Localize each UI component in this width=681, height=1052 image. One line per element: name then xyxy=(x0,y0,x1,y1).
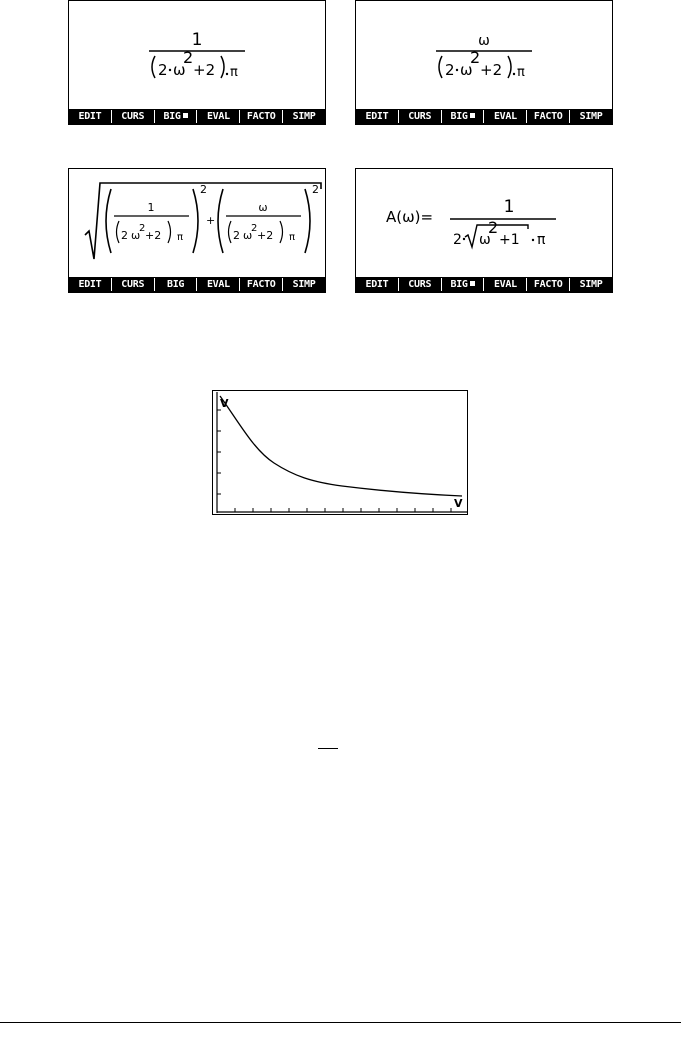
open-paren xyxy=(439,56,442,78)
open-small-paren xyxy=(229,221,232,243)
numerator: ω xyxy=(478,33,490,49)
softkey-big[interactable] xyxy=(155,278,198,291)
softkey-simp[interactable]: SIMP xyxy=(292,279,316,290)
two: 2 xyxy=(121,229,128,242)
softkey-curs[interactable]: CURS xyxy=(112,110,155,123)
den-pi: π xyxy=(230,65,238,80)
softkey-edit[interactable]: EDIT xyxy=(69,110,112,123)
softkey-bar xyxy=(356,109,612,124)
softkey-edit[interactable]: EDIT xyxy=(356,110,399,123)
open-big-paren xyxy=(218,189,223,253)
close-big-paren xyxy=(305,189,310,253)
softkey-big-label: BIG xyxy=(163,111,181,122)
den-pi: π xyxy=(537,232,546,248)
close-paren xyxy=(508,56,511,78)
den-exponent: 2 xyxy=(183,48,194,67)
softkey-big-label: BIG xyxy=(450,279,468,290)
pi: π xyxy=(289,232,296,243)
open-small-paren xyxy=(117,221,120,243)
softkey-simp[interactable]: SIMP xyxy=(579,111,603,122)
omega: ω xyxy=(131,229,141,242)
pi: π xyxy=(177,232,184,243)
softkey-bar xyxy=(69,109,325,124)
softkey-big[interactable] xyxy=(442,278,485,291)
rad-plus-one: +1 xyxy=(499,232,520,248)
multiply-dot xyxy=(513,73,515,75)
close-small-paren xyxy=(280,221,283,243)
softkey-curs[interactable]: CURS xyxy=(399,278,442,291)
exponent: 2 xyxy=(251,223,258,234)
softkey-eval[interactable]: EVAL xyxy=(197,110,240,123)
softkey-edit[interactable]: EDIT xyxy=(356,278,399,291)
softkey-bar xyxy=(69,277,325,292)
softkey-big-label: BIG xyxy=(450,111,468,122)
rad-omega: ω xyxy=(479,232,491,248)
softkey-facto[interactable]: FACTO xyxy=(240,278,283,291)
close-small-paren xyxy=(168,221,171,243)
softkey-facto[interactable]: FACTO xyxy=(527,278,570,291)
softkey-eval[interactable]: EVAL xyxy=(484,110,527,123)
omega: ω xyxy=(243,229,253,242)
den-plus-two: +2 xyxy=(193,61,216,79)
softkey-bar xyxy=(356,277,612,292)
close-paren xyxy=(221,56,224,78)
plus-two: +2 xyxy=(145,229,162,242)
lhs-label: A(ω)= xyxy=(386,208,434,226)
softkey-curs[interactable]: CURS xyxy=(399,110,442,123)
plus-two: +2 xyxy=(257,229,274,242)
open-paren xyxy=(152,56,155,78)
calculator-screen-1 xyxy=(68,0,326,125)
numerator: 1 xyxy=(191,30,203,50)
function-plot xyxy=(212,390,468,515)
overbar-line xyxy=(318,748,338,749)
calculator-screen-2 xyxy=(355,0,613,125)
softkey-big[interactable] xyxy=(155,110,198,123)
den-exponent: 2 xyxy=(470,48,481,67)
square-exponent: 2 xyxy=(200,183,207,196)
softkey-facto[interactable]: FACTO xyxy=(527,110,570,123)
multiply-dot xyxy=(226,73,228,75)
equation-display-3 xyxy=(69,169,325,277)
multiply-dot xyxy=(532,239,534,241)
equation-display-2 xyxy=(356,1,612,109)
calculator-screen-3 xyxy=(68,168,326,293)
softkey-edit[interactable]: EDIT xyxy=(69,278,112,291)
active-marker-icon xyxy=(470,113,475,118)
active-marker-icon xyxy=(470,281,475,286)
active-marker-icon xyxy=(183,113,188,118)
multiply-dot xyxy=(456,69,458,71)
den-two: 2 xyxy=(453,232,462,248)
inner-num-2: ω xyxy=(258,201,268,214)
softkey-big[interactable] xyxy=(442,110,485,123)
softkey-facto[interactable]: FACTO xyxy=(240,110,283,123)
trace-marker-end: V xyxy=(454,497,463,510)
rad-exponent: 2 xyxy=(488,218,499,237)
den-omega: ω xyxy=(460,61,473,79)
close-big-paren xyxy=(193,189,198,253)
square-exponent: 2 xyxy=(312,183,319,196)
den-omega: ω xyxy=(173,61,186,79)
two: 2 xyxy=(233,229,240,242)
softkey-eval[interactable]: EVAL xyxy=(484,278,527,291)
equation-display-1 xyxy=(69,1,325,109)
trace-marker-start: V xyxy=(220,397,229,410)
softkey-eval[interactable]: EVAL xyxy=(197,278,240,291)
exponent: 2 xyxy=(139,223,146,234)
softkey-simp[interactable]: SIMP xyxy=(292,111,316,122)
calculator-screen-4 xyxy=(355,168,613,293)
den-two: 2 xyxy=(158,61,168,79)
open-big-paren xyxy=(106,189,111,253)
inner-num-1: 1 xyxy=(147,201,155,214)
den-pi: π xyxy=(517,65,525,80)
equation-display-4 xyxy=(356,169,612,277)
softkey-simp[interactable]: SIMP xyxy=(579,279,603,290)
den-two: 2 xyxy=(445,61,455,79)
plus-sign: + xyxy=(206,214,216,227)
numerator: 1 xyxy=(503,197,515,217)
multiply-dot xyxy=(169,69,171,71)
softkey-curs[interactable]: CURS xyxy=(112,278,155,291)
plot-border xyxy=(213,391,468,515)
den-plus-two: +2 xyxy=(480,61,503,79)
multiply-dot xyxy=(463,238,465,240)
softkey-big-label: BIG xyxy=(166,279,185,290)
page-bottom-rule xyxy=(0,1022,681,1023)
